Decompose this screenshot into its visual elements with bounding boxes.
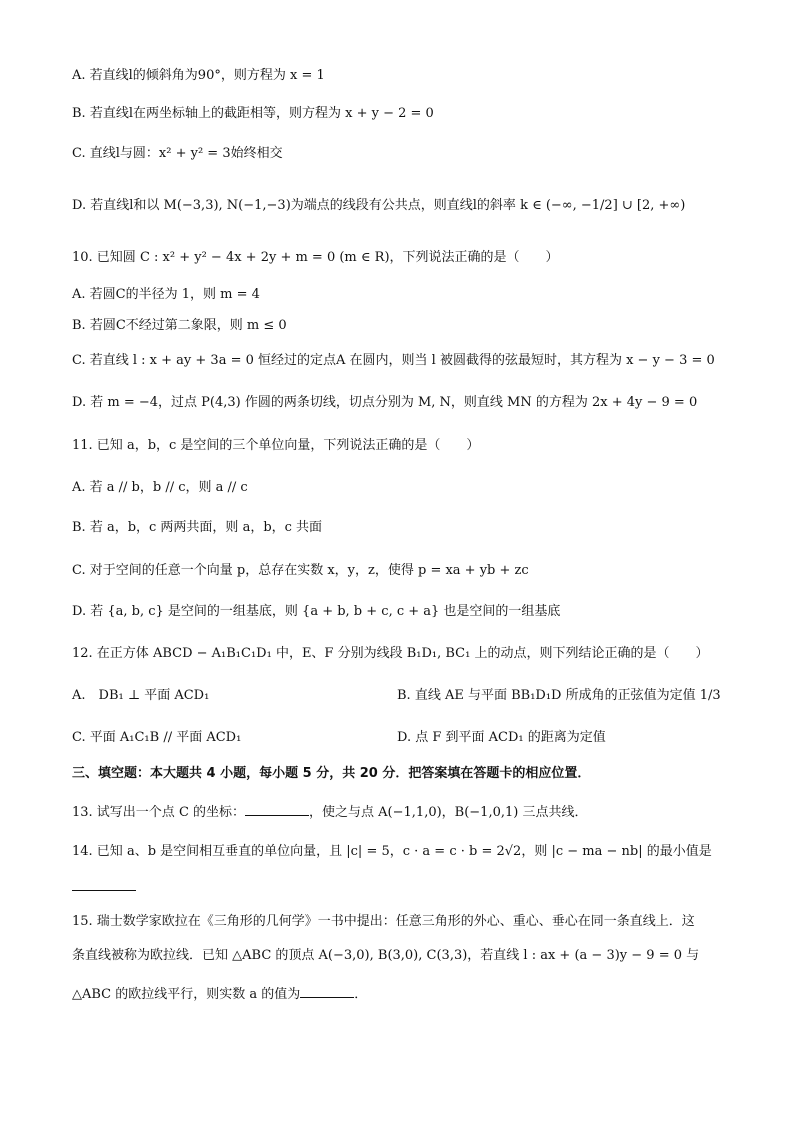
- option-11c: C. 对于空间的任意一个向量 p，总存在实数 x，y，z，使得 p = xa + yb + zc: [72, 563, 529, 578]
- option-9d: D. 若直线l和以 M(−3,3), N(−1,−3)为端点的线段有公共点，则直线l的斜率 k ∈ (−∞, −1/2] ∪ [2, +∞): [72, 198, 686, 213]
- question-15-line1: 15. 瑞士数学家欧拉在《三角形的几何学》一书中提出：任意三角形的外心、重心、垂心在同一条直线上．这: [72, 914, 695, 929]
- option-9b: B. 若直线l在两坐标轴上的截距相等，则方程为 x + y − 2 = 0: [72, 106, 434, 121]
- answer-blank: [72, 876, 734, 898]
- option-11b: B. 若 a，b，c 两两共面，则 a，b，c 共面: [72, 520, 323, 535]
- option-9a: A. 若直线l的倾斜角为90°，则方程为 x = 1: [72, 68, 325, 83]
- q15-text-after: ．: [354, 987, 368, 1002]
- question-11: 11. 已知 a，b，c 是空间的三个单位向量，下列说法正确的是（ ）: [72, 438, 480, 453]
- q13-text-before: 13. 试写出一个点 C 的坐标：: [72, 805, 246, 820]
- option-10a: A. 若圆C的半径为 1，则 m = 4: [72, 287, 260, 302]
- q15-text-before: △ABC 的欧拉线平行，则实数 a 的值为: [72, 987, 301, 1002]
- question-15-line2: 条直线被称为欧拉线．已知 △ABC 的顶点 A(−3,0), B(3,0), C(3,3)，若直线 l : ax + (a − 3)y − 9 = 0 与: [72, 948, 700, 963]
- option-12d: D. 点 F 到平面 ACD₁ 的距离为定值: [397, 730, 606, 745]
- question-15-line3: [72, 983, 734, 1005]
- question-14: 14. 已知 a、b 是空间相互垂直的单位向量，且 |c| = 5，c · a = c · b = 2√2，则 |c − ma − nb| 的最小值是: [72, 844, 712, 859]
- question-13: [72, 801, 734, 823]
- option-12a: A. DB₁ ⊥ 平面 ACD₁: [72, 688, 210, 703]
- section-heading-fill-in: 三、填空题：本大题共 4 小题，每小题 5 分，共 20 分．把答案填在答题卡的相应位置．: [72, 766, 591, 781]
- option-10b: B. 若圆C不经过第二象限，则 m ≤ 0: [72, 318, 287, 333]
- options-12-row2: [72, 728, 732, 748]
- option-11a: A. 若 a // b，b // c，则 a // c: [72, 480, 248, 495]
- option-11d: D. 若 {a, b, c} 是空间的一组基底，则 {a + b, b + c, c + a} 也是空间的一组基底: [72, 604, 561, 619]
- question-10: 10. 已知圆 C : x² + y² − 4x + 2y + m = 0 (m ∈ R)，下列说法正确的是（ ）: [72, 250, 559, 265]
- question-12: 12. 在正方体 ABCD − A₁B₁C₁D₁ 中，E、F 分别为线段 B₁D₁, BC₁ 上的动点，则下列结论正确的是（ ）: [72, 646, 709, 661]
- option-12c: C. 平面 A₁C₁B // 平面 ACD₁: [72, 730, 242, 745]
- option-10d: D. 若 m = −4，过点 P(4,3) 作圆的两条切线，切点分别为 M, N，则直线 MN 的方程为 2x + 4y − 9 = 0: [72, 395, 698, 410]
- answer-blank: [300, 983, 354, 998]
- answer-blank: [245, 801, 309, 816]
- option-10c: C. 若直线 l : x + ay + 3a = 0 恒经过的定点A 在圆内，则当 l 被圆截得的弦最短时，其方程为 x − y − 3 = 0: [72, 353, 715, 368]
- options-12-row1: [72, 686, 732, 706]
- option-9c: C. 直线l与圆：x² + y² = 3始终相交: [72, 146, 283, 161]
- option-12b: B. 直线 AE 与平面 BB₁D₁D 所成角的正弦值为定值 1/3: [397, 688, 721, 703]
- q13-text-after: ，使之与点 A(−1,1,0)，B(−1,0,1) 三点共线．: [309, 805, 588, 820]
